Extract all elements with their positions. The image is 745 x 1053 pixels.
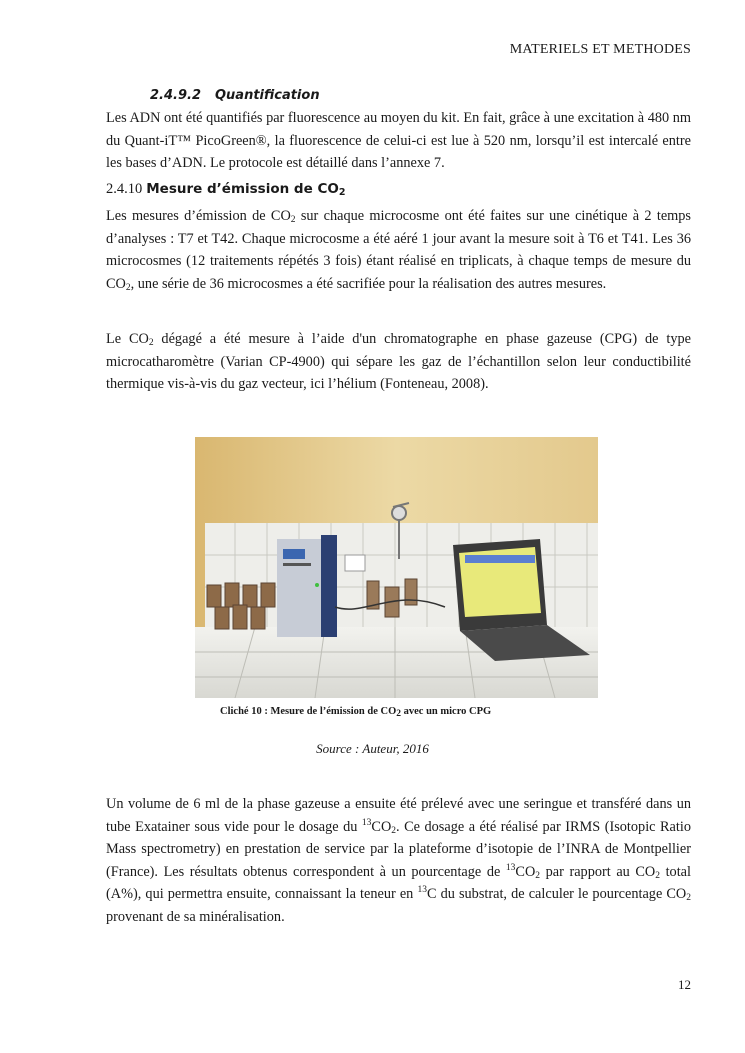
section-title: Mesure d’émission de $CO_2$ xyxy=(146,181,346,198)
subsection-heading-quantification xyxy=(150,88,320,103)
section-number: 2.4.10 xyxy=(106,181,143,197)
subsection-number: 2.4.9.2 xyxy=(150,88,201,103)
page-number: 12 xyxy=(678,977,691,992)
paragraph-quantification: Les ADN ont été quantifiés par fluorescence au moyen du kit. En fait, grâce à une excitation à 480 nm du Quant-iT™ PicoGreen®, la fluorescence de celui-ci est lue à 520 nm, lorsqu’il est intercalé entre les bases d’ADN. Le protocole est détaillé dans l’annexe 7. xyxy=(106,110,691,172)
figure-source: Source : Auteur, 2016 xyxy=(316,741,429,756)
paragraph-chromatograph: Le $CO_2$ dégagé a été mesure à l’aide d'un chromatographe en phase gazeuse (CPG) de type microcatharomètre (Varian CP-4900) qui sépare les gaz de l’échantillon selon leur conductibilité thermique vis-à-vis du gaz vecteur, ici l’hélium (Fonteneau, 2008). xyxy=(106,331,691,393)
lab-photo xyxy=(195,437,598,698)
paragraph-isotope-analysis: Un volume de 6 ml de la phase gazeuse a ensuite été prélevé avec une seringue et transféré dans un tube Exatainer sous vide pour le dosage du $^{13}CO_2$. Ce dosage a été réalisé par IRMS (Isotopic Ratio Mass spectrometry) en prestation de service par la plateforme d’isotopie de l’INRA de Montpellier (France). Les résultats obtenus correspondent à un pourcentage de $^{13}CO_2$ par rapport au $CO_2$ total (A%), qui permettra ensuite, connaissant la teneur en $^{13}$C du substrat, de calculer le pourcentage $CO_2$ provenant de sa minéralisation. xyxy=(106,796,691,925)
paragraph-co2-measurement: Les mesures d’émission de $CO_2$ sur chaque microcosme ont été faites sur une cinétique à 2 temps d’analyses : T7 et T42. Chaque microcosme a été aéré 1 jour avant la mesure soit à T6 et T41. Les 36 microcosmes (12 traitements répétés 3 fois) étant réalisé en triplicats, à chaque temps de mesure du $CO_2$, une série de 36 microcosmes a été sacrifiée pour la réalisation des autres mesures. xyxy=(106,208,692,293)
power-outlet xyxy=(345,555,365,571)
subsection-title: Quantification xyxy=(215,88,320,103)
figure-caption: Cliché 10 : Mesure de l’émission de $CO_2$ avec un micro CPG xyxy=(220,706,492,719)
section-heading-co2 xyxy=(106,181,345,198)
micro-cpg-instrument xyxy=(277,535,337,637)
running-header: MATERIELS ET METHODES xyxy=(509,42,691,57)
